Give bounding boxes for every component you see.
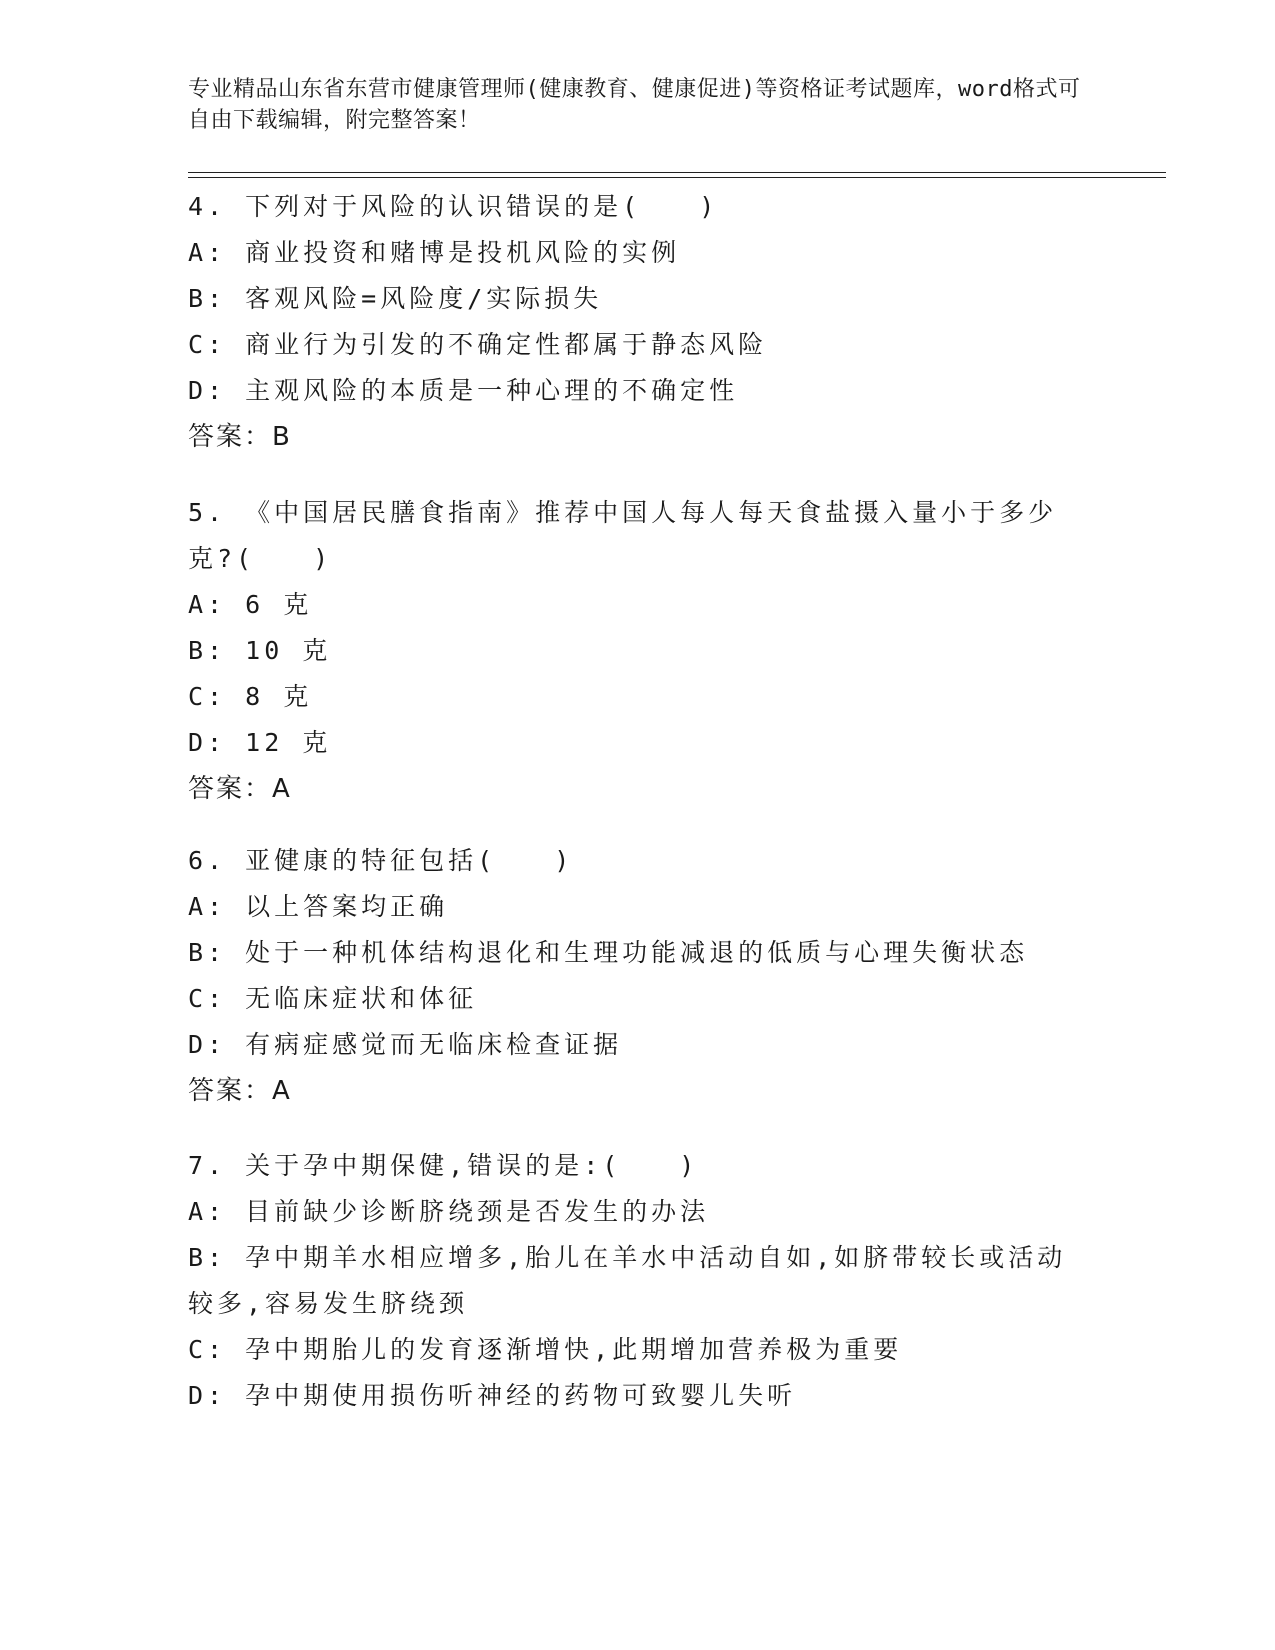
document-header: 专业精品山东省东营市健康管理师(健康教育、健康促进)等资格证考试题库，word格式可自由下载编辑，附完整答案！: [188, 77, 1081, 133]
option-d: D: 主观风险的本质是一种心理的不确定性: [188, 376, 739, 405]
question-stem: 6. 亚健康的特征包括( ): [188, 846, 574, 875]
option-d: D: 有病症感觉而无临床检查证据: [188, 1030, 623, 1059]
question-stem: 5. 《中国居民膳食指南》推荐中国人每人每天食盐摄入量小于多少克?( ): [188, 498, 1058, 573]
answer-label: 答案：A: [188, 1076, 292, 1106]
option-c: C: 孕中期胎儿的发育逐渐增快,此期增加营养极为重要: [188, 1335, 903, 1364]
header-rule-top: [188, 172, 1166, 173]
option-a: A: 目前缺少诊断脐绕颈是否发生的办法: [188, 1197, 710, 1226]
option-d: D: 12 克: [188, 728, 332, 757]
option-c: C: 商业行为引发的不确定性都属于静态风险: [188, 330, 768, 359]
question-7: [188, 1143, 1088, 1419]
option-c: C: 8 克: [188, 682, 313, 711]
option-a: A: 以上答案均正确: [188, 892, 449, 921]
option-a: A: 商业投资和赌博是投机风险的实例: [188, 238, 681, 267]
option-c: C: 无临床症状和体征: [188, 984, 478, 1013]
option-d: D: 孕中期使用损伤听神经的药物可致婴儿失听: [188, 1381, 797, 1410]
question-5: [188, 490, 1088, 812]
question-6: [188, 838, 1088, 1114]
option-a: A: 6 克: [188, 590, 313, 619]
option-b: B: 客观风险=风险度/实际损失: [188, 284, 603, 313]
option-b: B: 孕中期羊水相应增多,胎儿在羊水中活动自如,如脐带较长或活动较多,容易发生脐绕颈: [188, 1243, 1067, 1318]
answer-label: 答案：B: [188, 422, 292, 452]
answer-label: 答案：A: [188, 774, 292, 804]
header-rule-bottom: [188, 177, 1166, 178]
option-b: B: 10 克: [188, 636, 332, 665]
question-stem: 4. 下列对于风险的认识错误的是( ): [188, 192, 719, 221]
question-4: [188, 184, 1088, 460]
option-b: B: 处于一种机体结构退化和生理功能减退的低质与心理失衡状态: [188, 938, 1029, 967]
question-stem: 7. 关于孕中期保健,错误的是:( ): [188, 1151, 699, 1180]
